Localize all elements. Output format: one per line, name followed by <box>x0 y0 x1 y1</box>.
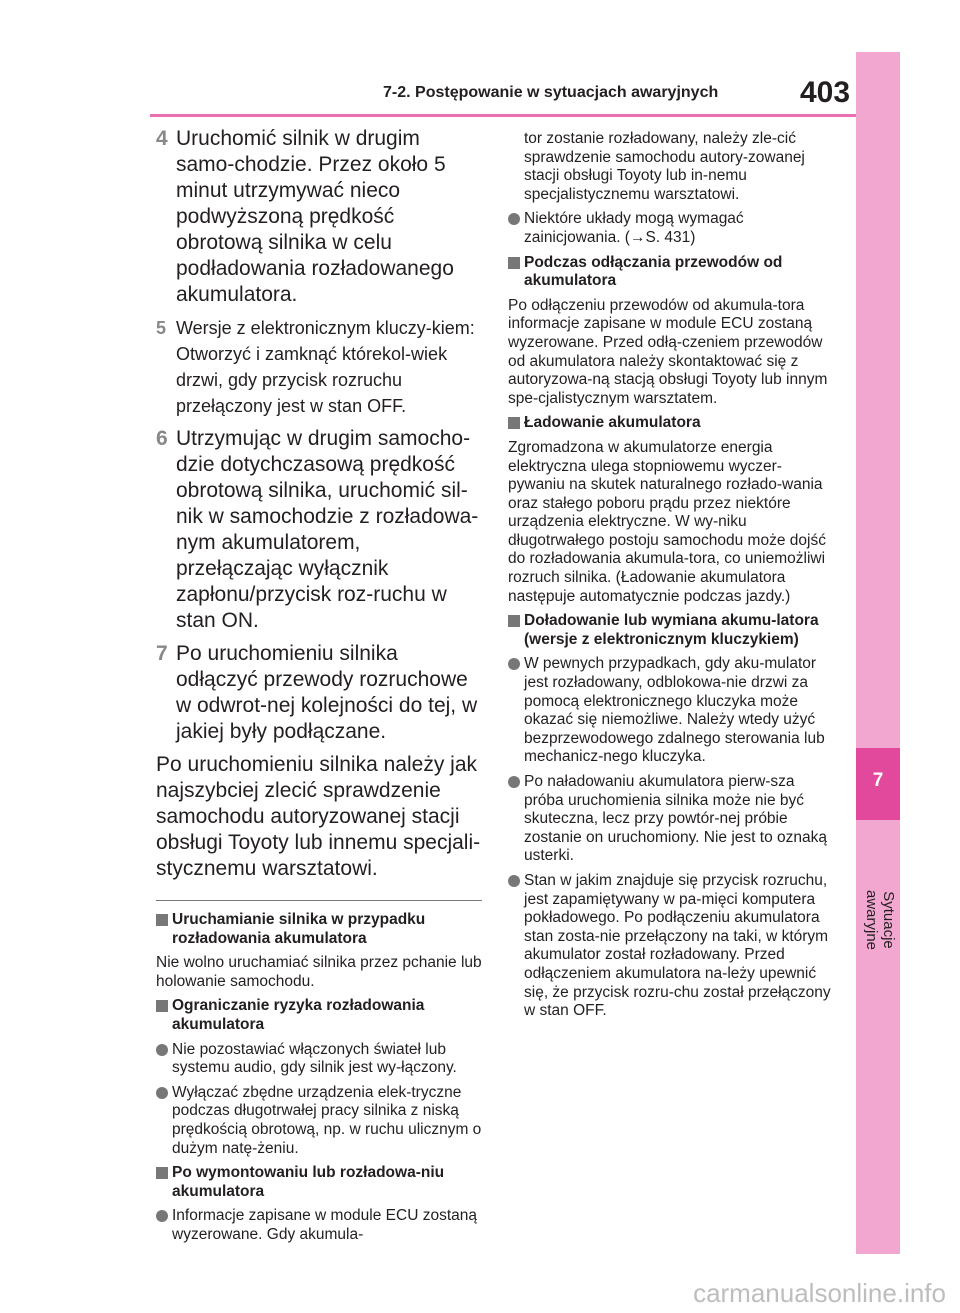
after-steps-paragraph: Po uruchomieniu silnika należy jak najszybciej zlecić sprawdzenie samochodu autoryzowanej stacji obsługi Toyoty lub innemu specjali-stycznemu warsztatowi. <box>156 753 481 880</box>
chapter-side-tab <box>856 52 900 1254</box>
section-heading <box>156 997 482 1034</box>
bullet-text: Informacje zapisane w module ECU zostaną wyzerowane. Gdy akumula- <box>172 1207 477 1243</box>
bullet-item <box>156 1041 482 1078</box>
step-4 <box>156 126 482 308</box>
paragraph: Zgromadzona w akumulatorze energia elektryczna ulega stopniowemu wyczer-pywaniu na skutek naturalnego rozłado-wania oraz stałego poboru prądu przez niektóre urządzenia elektryczne. W wy-niku długotrwałego postoju samochodu może dojść do rozładowania akumula-tora, co uniemożliwi rozruch silnika. (Ładowanie akumulatora następuje automatycznie podczas jazdy.) <box>508 438 826 605</box>
header-rule <box>150 114 856 117</box>
section-divider <box>156 900 482 901</box>
step-text: Wersje z elektronicznym kluczy-kiem: Otworzyć i zamknąć którekol-wiek drzwi, gdy przycisk rozruchu przełączony jest w stan OFF. <box>176 318 475 416</box>
bullet-text: Wyłączać zbędne urządzenia elek-tryczne podczas długotrwałej pracy silnika z niską prędkością obrotową, np. w ruchu ulicznym o dużym natę-żeniu. <box>172 1083 482 1157</box>
chapter-label: Sytuacje awaryjne <box>863 889 897 951</box>
step-number: 4 <box>156 127 168 150</box>
bullet-item <box>156 1207 482 1244</box>
step-5 <box>156 315 482 419</box>
round-bullet-icon <box>508 658 520 670</box>
step-number: 6 <box>156 427 168 450</box>
square-bullet-icon <box>156 1000 168 1012</box>
step-6 <box>156 426 482 634</box>
step-text: Uruchomić silnik w drugim samo-chodzie. Przez około 5 minut utrzymywać nieco podwyższoną prędkość obrotową silnika w celu podładowania rozładowanego akumulatora. <box>176 127 454 306</box>
bullet-item <box>156 1084 482 1158</box>
heading-text: Podczas odłączania przewodów od akumulatora <box>524 253 783 290</box>
round-bullet-icon <box>156 1044 168 1056</box>
square-bullet-icon <box>156 914 168 926</box>
heading-text: Ładowanie akumulatora <box>524 414 701 432</box>
bullet-item <box>508 773 838 866</box>
heading-text: Doładowanie lub wymiana akumu-latora (wersje z elektronicznym kluczykiem) <box>524 612 819 648</box>
page-number: 403 <box>800 76 851 109</box>
round-bullet-icon <box>508 213 520 225</box>
paragraph: Po odłączeniu przewodów od akumula-tora informacje zapisane w module ECU zostaną wyzerowane. Przed odłą-czeniem przewodów od akumulatora należy skontaktować się z autoryzowa-ną stacją obsługi Toyoty lub innym spe-cjalistycznym warsztatem. <box>508 296 828 407</box>
bullet-text: Niektóre układy mogą wymagać zainicjowania. (→S. 431) <box>524 210 744 246</box>
step-number: 5 <box>156 318 167 338</box>
heading-text: Uruchamianie silnika w przypadku rozładowania akumulatora <box>172 911 426 947</box>
section-heading <box>508 612 838 649</box>
round-bullet-icon <box>156 1210 168 1222</box>
continued-text: tor zostanie rozładowany, należy zle-cić sprawdzenie samochodu autory-zowanej stacji obsługi Toyoty lub in-nemu specjalistycznemu warsztatowi. <box>524 130 805 203</box>
square-bullet-icon <box>156 1167 168 1179</box>
round-bullet-icon <box>508 776 520 788</box>
bullet-item <box>508 210 838 247</box>
round-bullet-icon <box>508 875 520 887</box>
paragraph: Nie wolno uruchamiać silnika przez pchanie lub holowanie samochodu. <box>156 954 482 990</box>
chapter-number: 7 <box>872 770 884 791</box>
bullet-item <box>508 655 838 767</box>
section-heading <box>508 414 838 433</box>
bullet-item <box>508 872 838 1021</box>
step-7 <box>156 641 482 745</box>
square-bullet-icon <box>508 257 520 269</box>
bullet-text: Po naładowaniu akumulatora pierw-sza próba uruchomienia silnika może nie być skuteczna, lecz przy powtór-nej próbie zostanie on uruchomiony. Nie jest to oznaką usterki. <box>524 773 827 865</box>
heading-text: Ograniczanie ryzyka rozładowania akumulatora <box>172 997 425 1033</box>
section-heading <box>508 254 838 291</box>
section-title: 7-2. Postępowanie w sytuacjach awaryjnych <box>383 84 719 101</box>
watermark: carmanualsonline.info <box>693 1278 946 1308</box>
bullet-text: Stan w jakim znajduje się przycisk rozruchu, jest zapamiętywany w pa-mięci komputera pokładowego. Po podłączeniu akumulatora stan zosta-nie przełączony na taki, w którym akumulator został rozładowany. Przed odłączeniem akumulatora na-leży upewnić się, że przycisk rozru-chu został przełączony w stan OFF. <box>524 871 831 1020</box>
section-heading <box>156 1164 482 1201</box>
section-heading <box>156 911 482 948</box>
square-bullet-icon <box>508 615 520 627</box>
right-column <box>508 130 838 1027</box>
step-text: Po uruchomieniu silnika odłączyć przewody rozruchowe w odwrot-nej kolejności do tej, w jakiej były podłączane. <box>176 642 478 743</box>
heading-text: Po wymontowaniu lub rozładowa-niu akumulatora <box>172 1164 445 1200</box>
step-number: 7 <box>156 642 168 665</box>
bullet-text: Nie pozostawiać włączonych świateł lub systemu audio, gdy silnik jest wy-łączony. <box>172 1040 457 1077</box>
square-bullet-icon <box>508 417 520 429</box>
step-text: Utrzymując w drugim samocho-dzie dotychczasową prędkość obrotową silnika, uruchomić sil-nik w samochodzie z rozładowa-nym akumulatorem, przełączając wyłącznik zapłonu/przycisk roz-ruchu w stan ON. <box>176 427 479 632</box>
bullet-text: W pewnych przypadkach, gdy aku-mulator jest rozładowany, odblokowa-nie drzwi za pomocą elektronicznego kluczyka może okazać się niemożliwe. Należy wtedy użyć bezprzewodowego zdalnego sterowania lub mechanicz-nego kluczyka. <box>524 655 825 766</box>
left-column <box>156 126 482 1251</box>
round-bullet-icon <box>156 1087 168 1099</box>
